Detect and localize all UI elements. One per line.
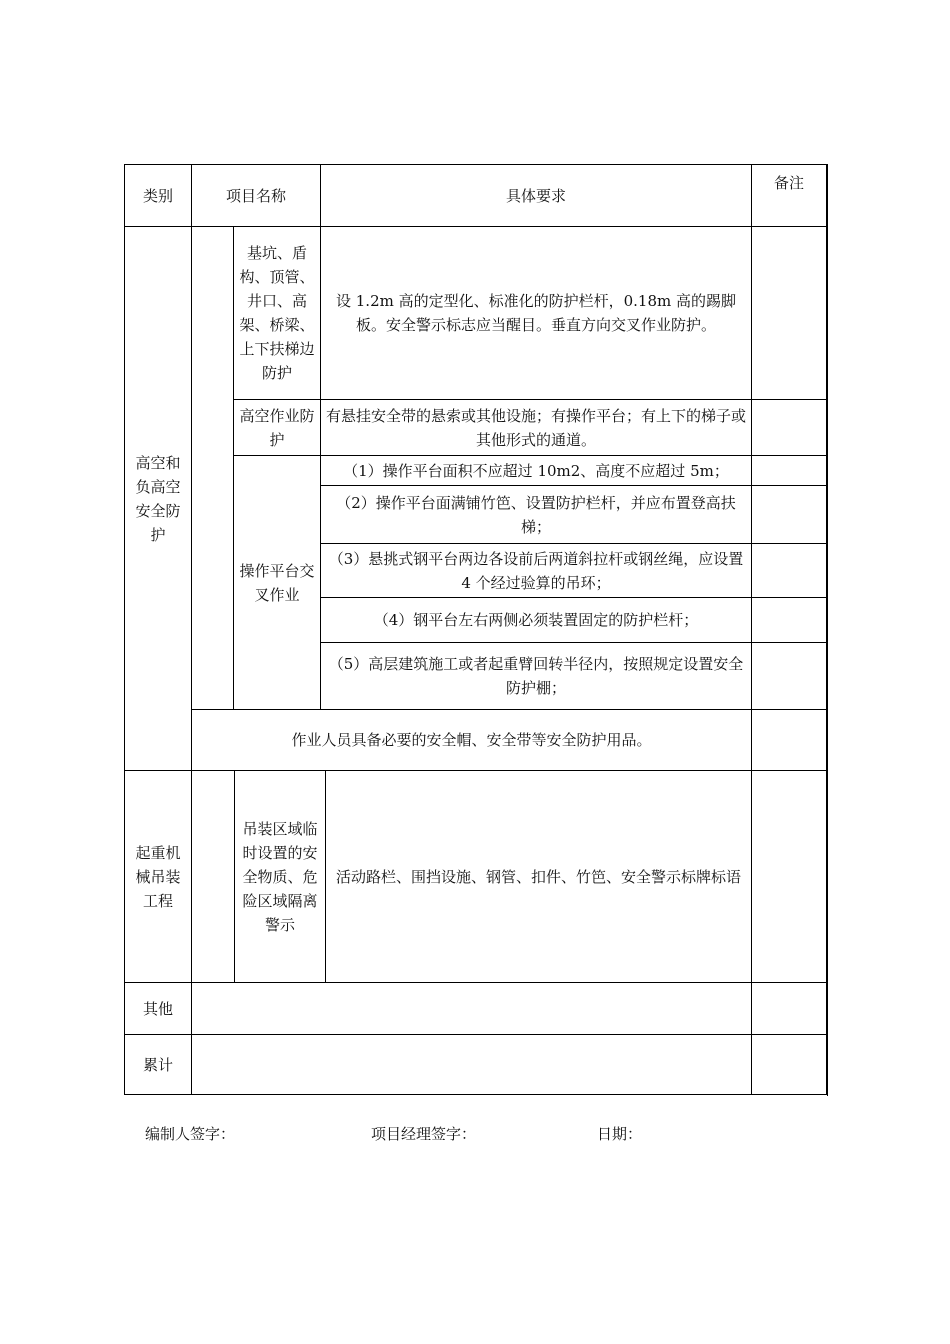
- section1-row2-item: 高空作业防护: [233, 399, 321, 456]
- section1-ppe-remark: [751, 709, 827, 771]
- platform-remark-2: [751, 485, 827, 544]
- platform-remark-4: [751, 597, 827, 643]
- section2-item: 吊装区域临时设置的安全物质、危险区域隔离警示: [234, 770, 326, 983]
- section2-remark: [751, 770, 827, 983]
- platform-requirement-2: （2）操作平台面满铺竹笆、设置防护栏杆，并应布置登高扶梯；: [320, 485, 752, 544]
- header-item-name: 项目名称: [191, 164, 321, 227]
- compiler-signature-label: 编制人签字：: [145, 1125, 236, 1143]
- section2-category: 起重机械吊装工程: [124, 770, 192, 983]
- section1-row1-remark: [751, 226, 827, 400]
- other-content: [191, 982, 752, 1035]
- section1-row2-requirement: 有悬挂安全带的悬索或其他设施；有操作平台；有上下的梯子或其他形式的通道。: [320, 399, 752, 456]
- section1-blank-column: [191, 226, 234, 710]
- platform-remark-3: [751, 543, 827, 598]
- table-right-border: [827, 164, 828, 1096]
- platform-remark-5: [751, 642, 827, 710]
- platform-requirement-3: （3）悬挑式钢平台两边各设前后两道斜拉杆或钢丝绳，应设置 4 个经过验算的吊环；: [320, 543, 752, 598]
- platform-requirement-1: （1）操作平台面积不应超过 10m2、高度不应超过 5m；: [320, 455, 752, 486]
- platform-item: 操作平台交叉作业: [233, 455, 321, 710]
- platform-requirement-5: （5）高层建筑施工或者起重臂回转半径内，按照规定设置安全防护棚；: [320, 642, 752, 710]
- section2-blank-column: [191, 770, 235, 983]
- section1-ppe-requirement: 作业人员具备必要的安全帽、安全带等安全防护用品。: [191, 709, 752, 771]
- total-content: [191, 1034, 752, 1095]
- header-requirement: 具体要求: [320, 164, 752, 227]
- manager-signature-label: 项目经理签字：: [371, 1125, 477, 1143]
- header-remark: 备注: [751, 164, 827, 227]
- platform-requirement-4: （4）钢平台左右两侧必须装置固定的防护栏杆；: [320, 597, 752, 643]
- section1-category: 高空和负高空安全防护: [124, 226, 192, 771]
- date-label: 日期：: [597, 1125, 643, 1143]
- platform-remark-1: [751, 455, 827, 486]
- total-remark: [751, 1034, 827, 1095]
- section2-requirement: 活动路栏、围挡设施、钢管、扣件、竹笆、安全警示标牌标语: [325, 770, 752, 983]
- header-category: 类别: [124, 164, 192, 227]
- section1-row1-requirement: 设 1.2m 高的定型化、标准化的防护栏杆，0.18m 高的踢脚板。安全警示标志应当醒目。垂直方向交叉作业防护。: [320, 226, 752, 400]
- other-label: 其他: [124, 982, 192, 1035]
- section1-row2-remark: [751, 399, 827, 456]
- section1-row1-item: 基坑、盾构、顶管、井口、高架、桥梁、上下扶梯边防护: [233, 226, 321, 400]
- other-remark: [751, 982, 827, 1035]
- total-label: 累计: [124, 1034, 192, 1095]
